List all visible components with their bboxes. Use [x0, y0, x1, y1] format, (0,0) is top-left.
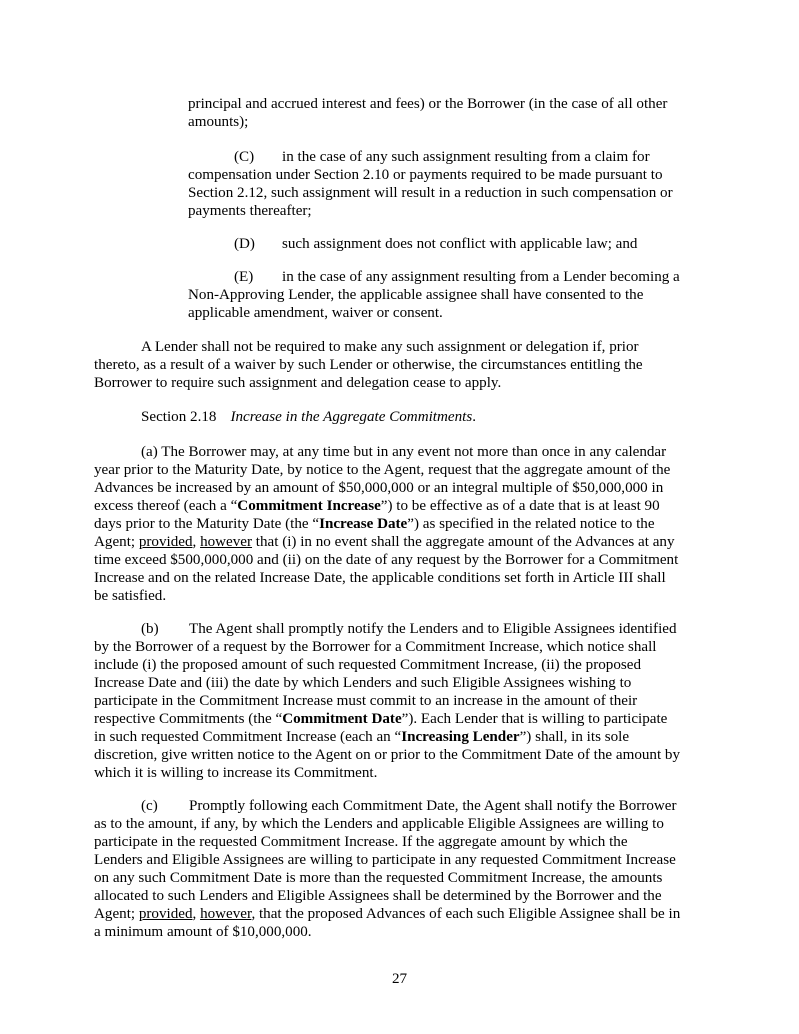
- clause-e-label: (E): [234, 269, 254, 285]
- section-heading: Section 2.18 Increase in the Aggregate Commitments.: [141, 409, 476, 425]
- paragraph-a: (a) The Borrower may, at any time but in any event not more than once in any calendar year prior to the Maturity Date, by notice to the Agent, request that the aggregate amount of the Advances be increased by an amount of $50,000,000 or an integral multiple of $50,000,000 in excess thereof (each a “Commitment Increase”) to be effective as of a date that is at least 90 days prior to the Maturity Date (the “Increase Date”) as specified in the related notice to the Agent; provided, however that (i) in no event shall the aggregate amount of the Advances at any time exceed $500,000,000 and (ii) on the date of any request by the Borrower for a Commitment Increase and on the related Increase Date, the applicable conditions set forth in Article III shall be satisfied.: [94, 444, 679, 604]
- defined-term-increasing-lender: Increasing Lender: [401, 729, 520, 745]
- clause-d-label: (D): [234, 236, 255, 252]
- clause-c: (C) in the case of any such assignment resulting from a claim for compensation under Section 2.10 or payments required to be made pursuant to Section 2.12, such assignment will result in a reduction in such compensation or payments thereafter;: [188, 149, 673, 219]
- paragraph-c: (c) Promptly following each Commitment Date, the Agent shall notify the Borrower as to the amount, if any, by which the Lenders and applicable Eligible Assignees are willing to participate in the requested Commitment Increase. If the aggregate amount by which the Lenders and Eligible Assignees are willing to participate in any requested Commitment Increase on any such Commitment Date is more than the requested Commitment Increase, the amounts allocated to such Lenders and Eligible Assignees shall be determined by the Borrower and the Agent; provided, however, that the proposed Advances of each such Eligible Assignee shall be in a minimum amount of $10,000,000.: [94, 798, 681, 940]
- lender-paragraph: A Lender shall not be required to make any such assignment or delegation if, prior thereto, as a result of a waiver by such Lender or otherwise, the circumstances entitling the Borrower to require such assignment and delegation cease to apply.: [94, 339, 643, 391]
- however-underlined: however: [200, 906, 252, 922]
- section-title: Increase in the Aggregate Commitments: [230, 409, 473, 425]
- provided-underlined: provided: [138, 906, 193, 922]
- clause-c-label: (C): [234, 149, 255, 165]
- defined-term-commitment-date: Commitment Date: [282, 711, 402, 727]
- clause-e: (E) in the case of any assignment resulting from a Lender becoming a Non-Approving Lender, the applicable assignee shall have consented to the applicable amendment, waiver or consent.: [188, 269, 680, 321]
- paragraph-c-label: (c): [141, 798, 158, 814]
- provided-underlined: provided: [138, 534, 193, 550]
- defined-term-commitment-increase: Commitment Increase: [237, 498, 381, 514]
- clause-intro-text: principal and accrued interest and fees) or the Borrower (in the case of all other amounts);: [188, 96, 668, 130]
- paragraph-b-label: (b): [141, 621, 159, 637]
- section-number: Section 2.18: [141, 409, 217, 425]
- clause-d: (D) such assignment does not conflict with applicable law; and: [234, 236, 638, 252]
- page-number: 27: [391, 971, 408, 987]
- paragraph-b: (b) The Agent shall promptly notify the Lenders and to Eligible Assignees identified by the Borrower of a request by the Borrower for a Commitment Increase, which notice shall include (i) the proposed amount of such requested Commitment Increase, (ii) the proposed Increase Date and (iii) the date by which Lenders and such Eligible Assignees wishing to participate in the Commitment Increase must commit to an increase in the amount of their respective Commitments (the “Commitment Date”). Each Lender that is willing to participate in such requested Commitment Increase (each an “Increasing Lender”) shall, in its sole discretion, give written notice to the Agent on or prior to the Commitment Date of the amount by which it is willing to increase its Commitment.: [94, 621, 681, 781]
- however-underlined: however: [200, 534, 253, 550]
- defined-term-increase-date: Increase Date: [319, 516, 408, 532]
